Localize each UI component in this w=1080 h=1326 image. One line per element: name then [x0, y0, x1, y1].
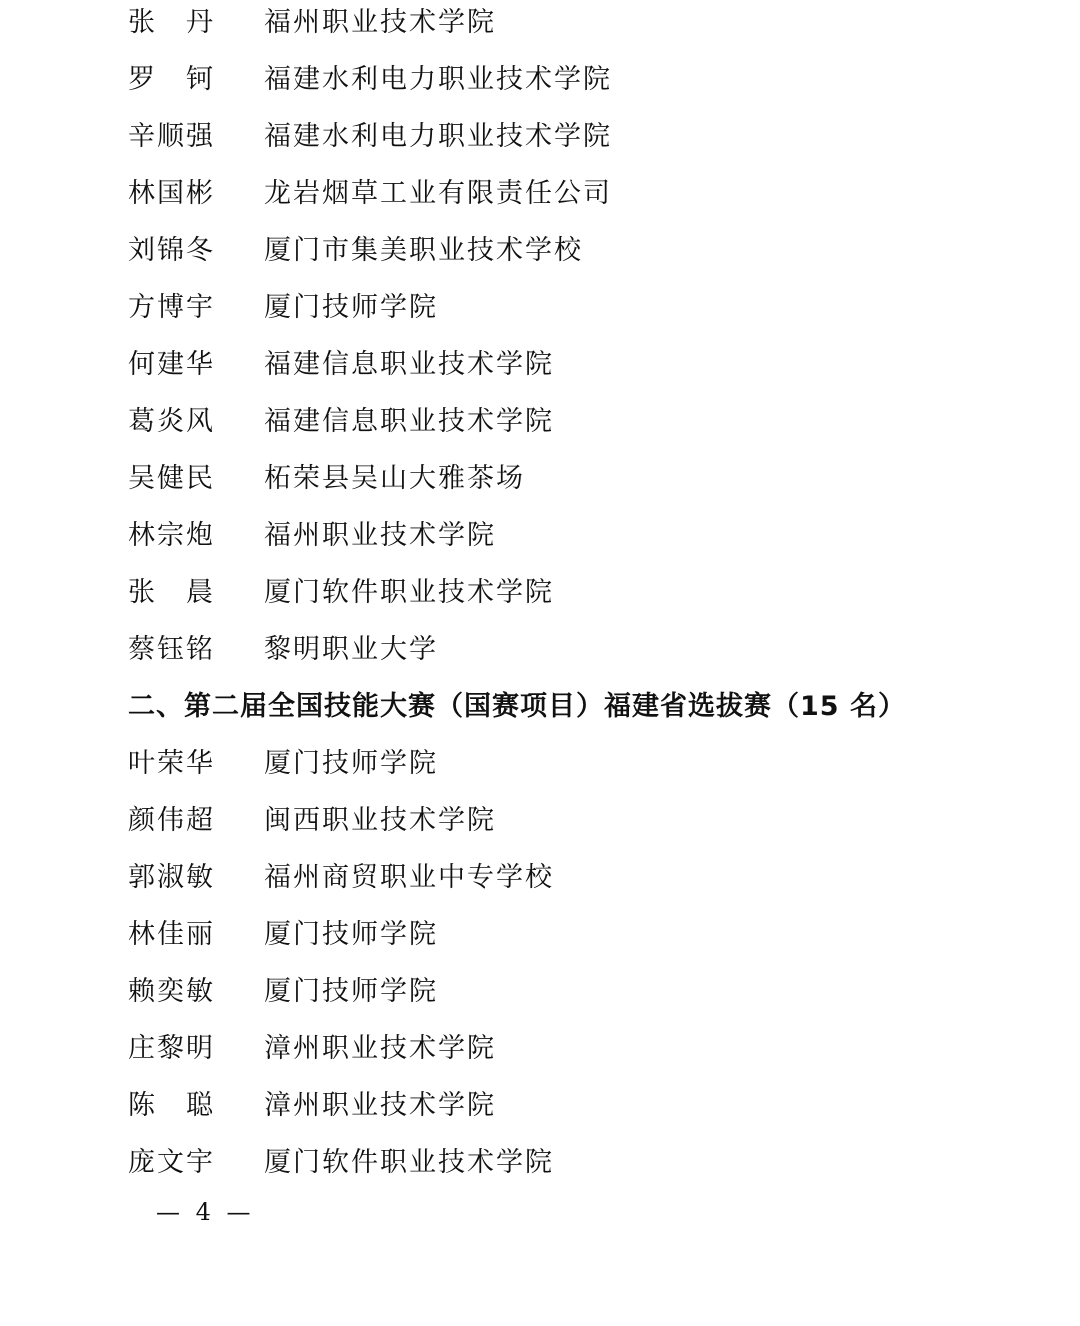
- organization-name: 厦门技师学院: [264, 919, 438, 950]
- organization-name: 福建水利电力职业技术学院: [264, 121, 612, 152]
- person-name: 叶荣华: [128, 748, 215, 779]
- organization-name: 漳州职业技术学院: [264, 1033, 496, 1064]
- person-name: 郭淑敏: [128, 862, 215, 893]
- person-name: 罗 钶: [128, 64, 215, 95]
- person-name: 林宗炮: [128, 520, 215, 551]
- person-name: 吴健民: [128, 463, 215, 494]
- person-name: 庄黎明: [128, 1033, 215, 1064]
- organization-name: 福州商贸职业中专学校: [264, 862, 554, 893]
- person-name: 蔡钰铭: [128, 634, 215, 665]
- organization-name: 黎明职业大学: [264, 634, 438, 665]
- organization-name: 厦门软件职业技术学院: [264, 577, 554, 608]
- person-name: 庞文宇: [128, 1147, 215, 1178]
- organization-name: 龙岩烟草工业有限责任公司: [264, 178, 612, 209]
- organization-name: 厦门技师学院: [264, 976, 438, 1007]
- person-name: 张 丹: [128, 7, 215, 38]
- organization-name: 福建信息职业技术学院: [264, 406, 554, 437]
- organization-name: 厦门软件职业技术学院: [264, 1147, 554, 1178]
- person-name: 方博宇: [128, 292, 215, 323]
- organization-name: 福建水利电力职业技术学院: [264, 64, 612, 95]
- organization-name: 厦门技师学院: [264, 292, 438, 323]
- person-name: 林佳丽: [128, 919, 215, 950]
- person-name: 葛炎风: [128, 406, 215, 437]
- person-name: 赖奕敏: [128, 976, 215, 1007]
- person-name: 张 晨: [128, 577, 215, 608]
- section-heading: 二、第二届全国技能大赛（国赛项目）福建省选拔赛（15 名）: [128, 691, 906, 722]
- person-name: 何建华: [128, 349, 215, 380]
- organization-name: 漳州职业技术学院: [264, 1090, 496, 1121]
- organization-name: 厦门技师学院: [264, 748, 438, 779]
- person-name: 颜伟超: [128, 805, 215, 836]
- person-name: 刘锦冬: [128, 235, 215, 266]
- organization-name: 福州职业技术学院: [264, 520, 496, 551]
- person-name: 林国彬: [128, 178, 215, 209]
- person-name: 辛顺强: [128, 121, 215, 152]
- page-number: — 4 —: [156, 1198, 255, 1226]
- person-name: 陈 聪: [128, 1090, 215, 1121]
- organization-name: 福建信息职业技术学院: [264, 349, 554, 380]
- organization-name: 闽西职业技术学院: [264, 805, 496, 836]
- organization-name: 厦门市集美职业技术学校: [264, 235, 583, 266]
- organization-name: 柘荣县吴山大雅茶场: [264, 463, 525, 494]
- organization-name: 福州职业技术学院: [264, 7, 496, 38]
